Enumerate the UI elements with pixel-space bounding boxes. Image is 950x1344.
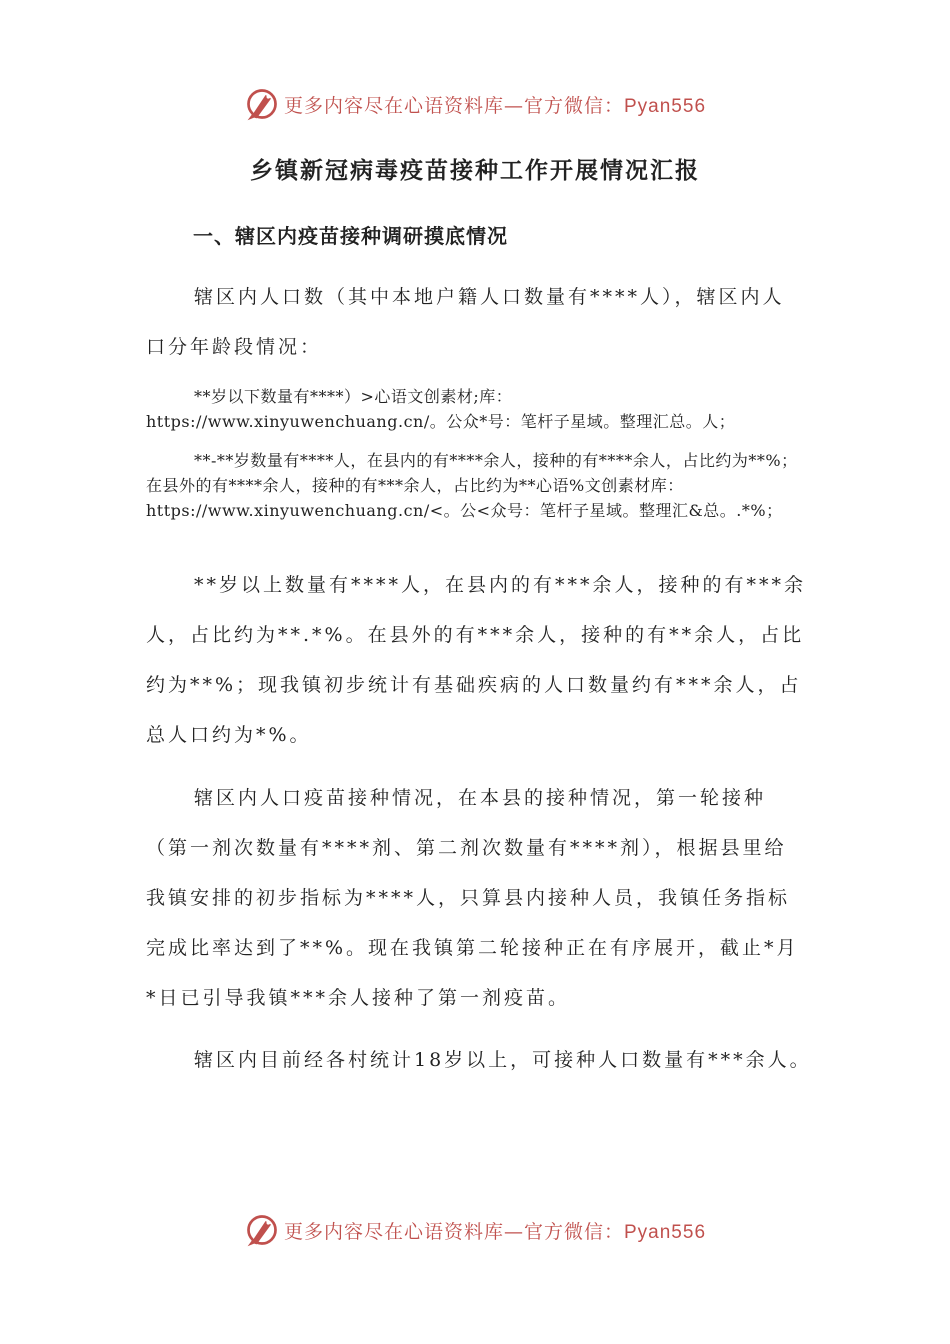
banner-text: 更多内容尽在心语资料库—官方微信：Pyan556 xyxy=(283,94,707,117)
pen-nib-logo-icon xyxy=(244,86,280,122)
document-title: 乡镇新冠病毒疫苗接种工作开展情况汇报 xyxy=(250,157,700,184)
paragraph-population: 辖区内人口数（其中本地户籍人口数量有****人），辖区内人口分年龄段情况： xyxy=(146,286,785,358)
section-heading: 一、辖区内疫苗接种调研摸底情况 xyxy=(193,224,508,248)
header-banner xyxy=(0,84,950,124)
banner-text: 更多内容尽在心语资料库—官方微信：Pyan556 xyxy=(283,1220,707,1243)
paragraph-vaccination-status: 辖区内人口疫苗接种情况，在本县的接种情况，第一轮接种（第一剂次数量有****剂、第二剂次数量有****剂），根据县里给我镇安排的初步指标为****人，只算县内接种人员，我镇任务指标完成比率达到了**%。现在我镇第二轮接种正在有序展开，截止*月*日已引导我镇***余人接种了第一剂疫苗。 xyxy=(146,787,799,1009)
footer-banner xyxy=(0,1210,950,1250)
pen-nib-logo-icon xyxy=(244,1212,280,1248)
wechat-id: Pyan556 xyxy=(624,95,707,117)
wechat-id: Pyan556 xyxy=(624,1221,707,1243)
paragraph-eligible: 辖区内目前经各村统计18岁以上，可接种人口数量有***余人。 xyxy=(194,1049,812,1071)
paragraph-age-over: **岁以上数量有****人，在县内的有***余人，接种的有***余人，占比约为**.*%。在县外的有***余人，接种的有**余人，占比约为**%；现我镇初步统计有基础疾病的人口数量约有***余人，占总人口约为*%。 xyxy=(146,574,807,746)
paragraph-age-middle: **-**岁数量有****人，在县内的有****余人，接种的有****余人，占比约为**%；在县外的有****余人，接种的有***余人，占比约为**心语%文创素材库：https://www.xinyuwenchuang.cn/<。公<众号：笔杆子星域。整理汇&总。.*%； xyxy=(146,451,798,520)
paragraph-age-under: **岁以下数量有****）>心语文创素材;库：https://www.xinyuwenchuang.cn/。公众*号：笔杆子星域。整理汇总。人； xyxy=(146,387,736,431)
